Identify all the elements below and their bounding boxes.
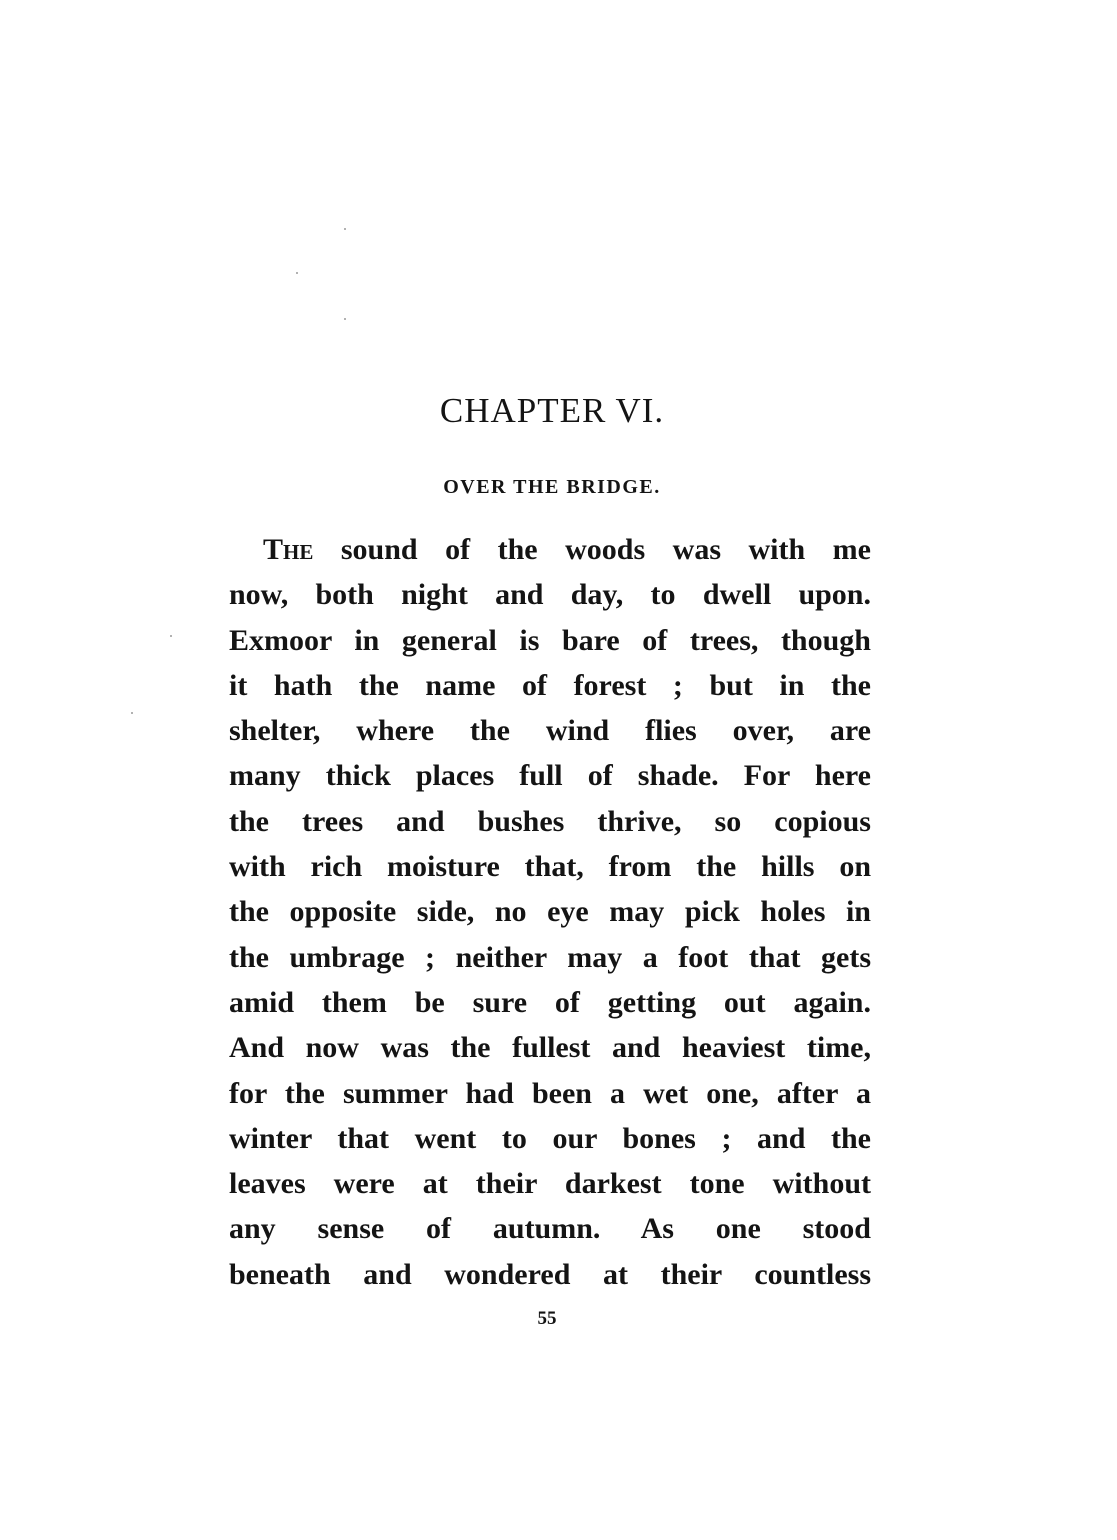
text-line-5: shelter, where the wind flies over, are [229, 714, 871, 748]
text-line-2: now, both night and day, to dwell upon. [229, 578, 871, 612]
text-line-8: with rich moisture that, from the hills on [229, 850, 871, 884]
text-line-1-rest: sound of the woods was with me [313, 533, 871, 566]
text-line-9: the opposite side, no eye may pick holes in [229, 895, 871, 929]
page-speck [344, 318, 346, 320]
text-line-10: the umbrage ; neither may a foot that gets [229, 940, 871, 974]
text-line-14: winter that went to our bones ; and the [229, 1121, 871, 1155]
page-speck [344, 228, 346, 230]
page-number: 55 [537, 1308, 557, 1329]
text-line-13: for the summer had been a wet one, after a [229, 1076, 871, 1110]
chapter-title: CHAPTER VI. [439, 391, 665, 430]
text-line-12: And now was the fullest and heaviest time, [229, 1031, 871, 1065]
text-line-4: it hath the name of forest ; but in the [229, 668, 871, 702]
opening-word: The [263, 533, 314, 566]
text-line-11: amid them be sure of getting out again. [229, 985, 871, 1019]
body-text [229, 527, 871, 1297]
text-line-3: Exmoor in general is bare of trees, though [229, 623, 871, 657]
text-line-15: leaves were at their darkest tone without [229, 1167, 871, 1201]
page-speck [170, 635, 172, 637]
text-line-17: beneath and wondered at their countless [229, 1257, 871, 1291]
page-speck [296, 272, 298, 274]
text-line-16: any sense of autumn. As one stood [229, 1212, 871, 1246]
text-line-6: many thick places full of shade. For here [229, 759, 871, 793]
text-line-7: the trees and bushes thrive, so copious [229, 804, 871, 838]
chapter-subtitle: OVER THE BRIDGE. [443, 476, 661, 498]
text-line-1 [229, 527, 871, 572]
page-speck [131, 712, 133, 714]
